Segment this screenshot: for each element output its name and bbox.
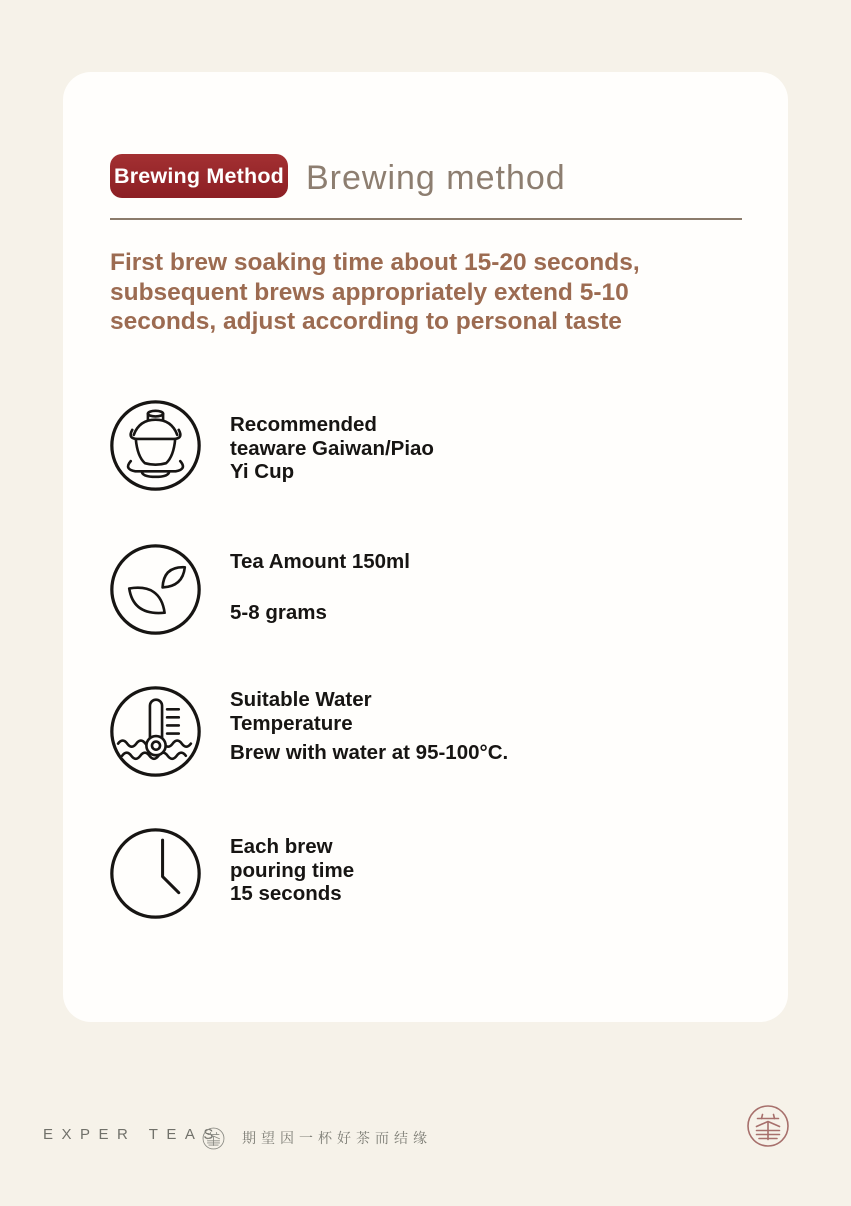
brewing-method-card — [63, 72, 788, 1022]
step-text — [230, 550, 410, 637]
step-water-temperature — [108, 684, 508, 779]
intro-line: seconds, adjust according to personal taste — [110, 308, 622, 335]
badge-label: Brewing Method — [113, 163, 284, 188]
step-line: pouring time — [230, 858, 355, 882]
step-line: 15 seconds — [230, 882, 342, 905]
intro-line: subsequent brews appropriately extend 5-10 — [110, 278, 629, 306]
step-line: Tea Amount 150ml — [230, 550, 410, 573]
header-divider — [110, 218, 742, 220]
intro-paragraph — [110, 248, 640, 337]
step-line: Recommended — [230, 413, 377, 436]
step-line: Suitable Water — [230, 688, 372, 711]
step-text — [230, 835, 354, 921]
step-line: teaware Gaiwan/Piao — [230, 436, 434, 460]
thermometer-icon — [108, 684, 203, 779]
page-title: Brewing method — [306, 159, 566, 197]
brand-slogan: 期望因一杯好茶而结缘 — [242, 1131, 432, 1147]
step-line: Temperature — [230, 711, 353, 735]
step-line: Yi Cup — [230, 460, 295, 483]
step-pouring-time — [108, 826, 354, 921]
clock-icon — [108, 826, 203, 921]
step-text — [230, 688, 508, 779]
step-tea-amount — [108, 542, 410, 637]
brand-name: EXPER TEAS — [43, 1126, 222, 1143]
step-line: Brew with water at 95-100°C. — [230, 741, 509, 764]
tea-leaves-icon — [108, 542, 203, 637]
brewing-method-badge — [110, 154, 288, 198]
tea-seal-icon — [746, 1104, 790, 1148]
intro-line: First brew soaking time about 15-20 seconds, — [110, 249, 640, 276]
step-text — [230, 413, 434, 493]
tea-seal-mini-icon — [202, 1127, 225, 1150]
step-line: Each brew — [230, 835, 333, 858]
step-line: 5-8 grams — [230, 600, 327, 624]
gaiwan-icon — [108, 398, 203, 493]
step-teaware — [108, 398, 434, 493]
